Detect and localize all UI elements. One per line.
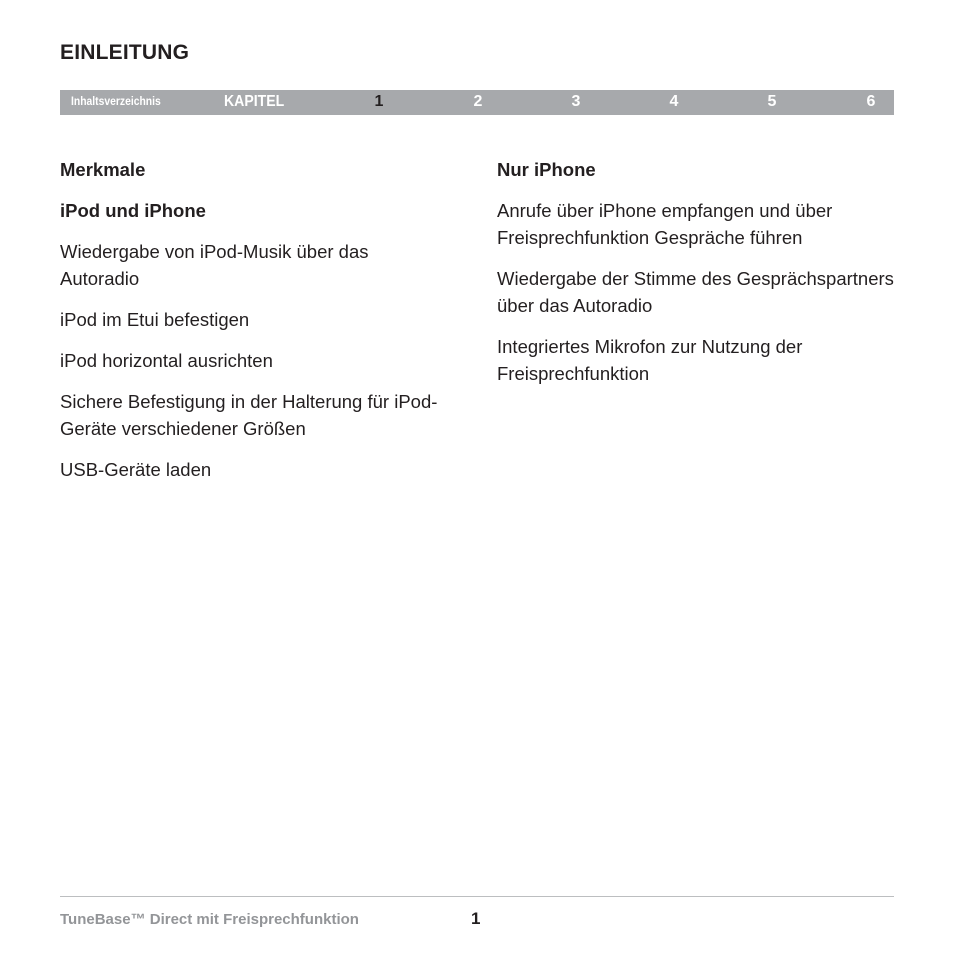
chapter-link-6[interactable]: 6 [866,93,876,110]
features-left-column [60,156,440,497]
feature-item: Integriertes Mikrofon zur Nutzung der Freisprechfunktion [497,336,803,384]
features-right-column [497,156,894,401]
feature-item: Sichere Befestigung in der Halterung für iPod-Geräte verschiedener Größen [60,391,438,439]
chapter-link-1[interactable]: 1 [374,93,384,110]
chapter-link-5[interactable]: 5 [767,93,777,110]
footer-product-name: TuneBase™ Direct mit Freisprechfunktion [60,911,359,928]
table-of-contents-link[interactable]: Inhaltsverzeichnis [71,96,161,108]
chapter-link-4[interactable]: 4 [669,93,679,110]
subsection-heading: iPod und iPhone [60,200,206,221]
page-number: 1 [471,909,481,928]
subsection-heading: Nur iPhone [497,159,596,180]
feature-item: iPod horizontal ausrichten [60,350,273,371]
feature-item: USB-Geräte laden [60,459,212,480]
chapter-label: KAPITEL [224,93,285,110]
feature-item: Wiedergabe von iPod-Musik über das Autoradio [60,241,369,289]
feature-item: iPod im Etui befestigen [60,309,250,330]
section-heading: Merkmale [60,159,146,180]
footer-divider [60,896,894,897]
chapter-link-2[interactable]: 2 [473,93,483,110]
feature-item: Anrufe über iPhone empfangen und über Freisprechfunktion Gespräche führen [497,200,833,248]
chapter-nav-bar [60,90,894,115]
chapter-link-3[interactable]: 3 [571,93,581,110]
feature-item: Wiedergabe der Stimme des Gesprächspartners über das Autoradio [497,268,894,316]
page-title: EINLEITUNG [60,41,190,64]
